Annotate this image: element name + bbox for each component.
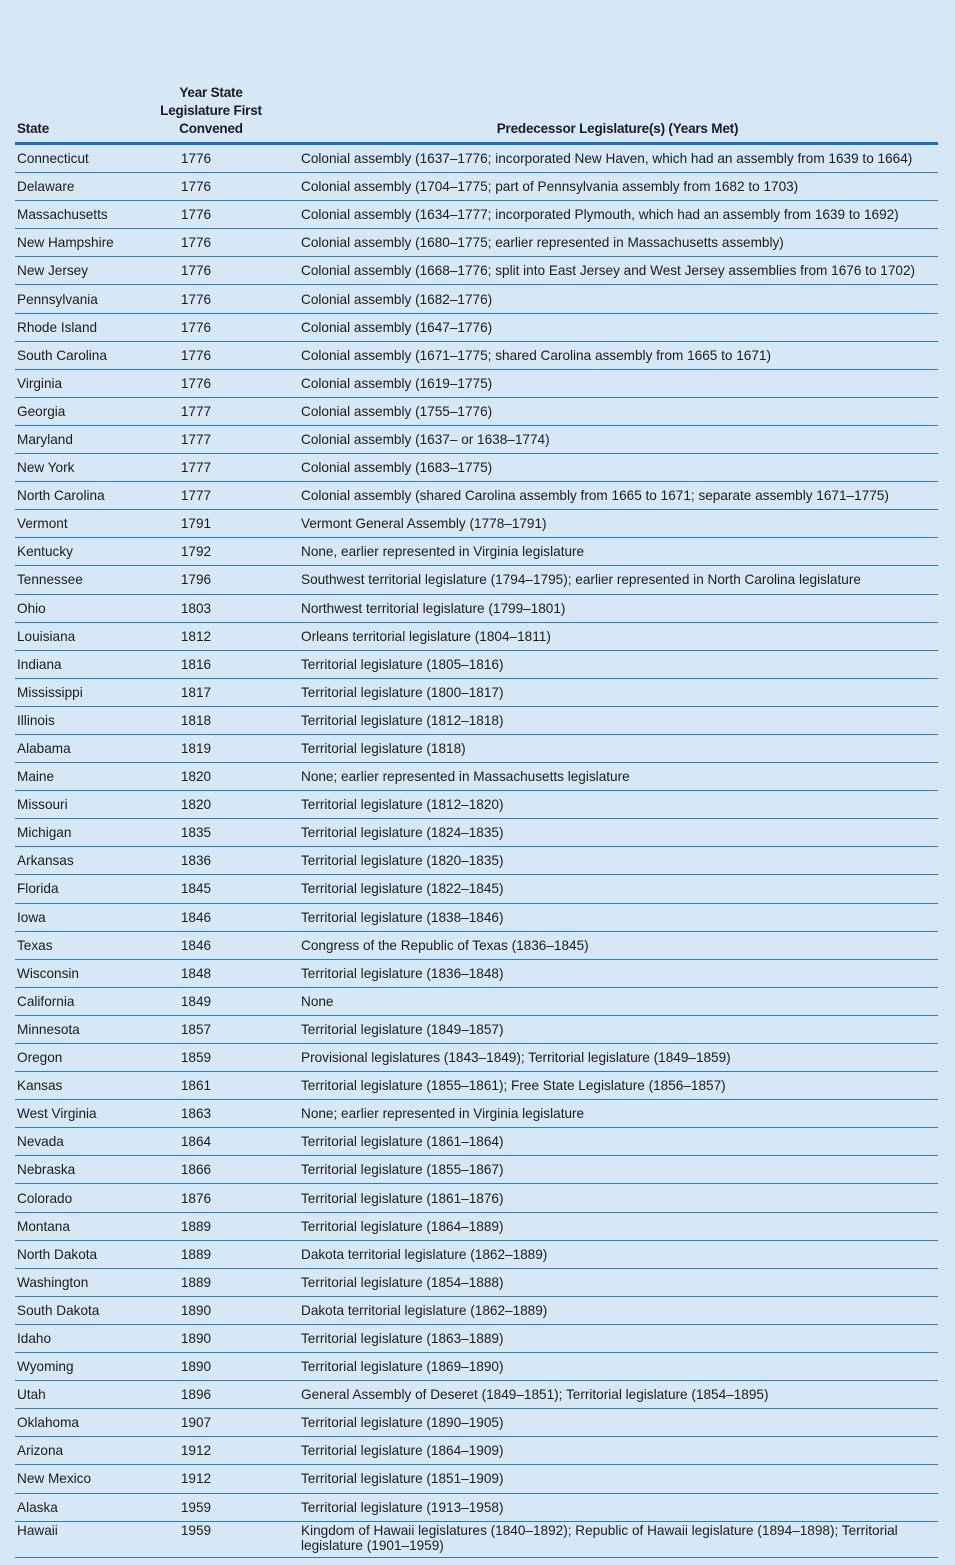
year-cell: 1777 — [145, 482, 277, 510]
predecessor-cell: Territorial legislature (1822–1845) — [277, 875, 938, 903]
year-cell: 1820 — [145, 791, 277, 819]
predecessor-cell: Colonial assembly (shared Carolina assembly from 1665 to 1671; separate assembly 1671–1775) — [277, 482, 938, 510]
predecessor-cell: Colonial assembly (1619–1775) — [277, 369, 938, 397]
state-cell: Wyoming — [15, 1353, 145, 1381]
predecessor-cell: Colonial assembly (1671–1775; shared Carolina assembly from 1665 to 1671) — [277, 341, 938, 369]
predecessor-cell: Territorial legislature (1805–1816) — [277, 650, 938, 678]
predecessor-cell: Territorial legislature (1812–1818) — [277, 706, 938, 734]
year-cell: 1889 — [145, 1212, 277, 1240]
table-row — [15, 931, 938, 959]
state-cell: Montana — [15, 1212, 145, 1240]
table-row — [15, 257, 938, 285]
table-row — [15, 678, 938, 706]
table-row — [15, 341, 938, 369]
table-row — [15, 201, 938, 229]
predecessor-cell: Territorial legislature (1800–1817) — [277, 678, 938, 706]
state-cell: Kentucky — [15, 538, 145, 566]
state-cell: West Virginia — [15, 1100, 145, 1128]
predecessor-cell: Territorial legislature (1869–1890) — [277, 1353, 938, 1381]
state-cell: Colorado — [15, 1184, 145, 1212]
predecessor-cell: Orleans territorial legislature (1804–1811) — [277, 622, 938, 650]
state-cell: Tennessee — [15, 566, 145, 594]
year-cell: 1845 — [145, 875, 277, 903]
year-cell: 1849 — [145, 987, 277, 1015]
state-cell: Idaho — [15, 1324, 145, 1352]
state-cell: Indiana — [15, 650, 145, 678]
year-cell: 1776 — [145, 144, 277, 173]
year-cell: 1864 — [145, 1128, 277, 1156]
state-cell: Maine — [15, 763, 145, 791]
year-cell: 1820 — [145, 763, 277, 791]
header-state: State — [15, 84, 145, 144]
table-row — [15, 285, 938, 313]
table-row — [15, 1100, 938, 1128]
predecessor-cell: Territorial legislature (1913–1958) — [277, 1493, 938, 1521]
state-cell: Maryland — [15, 425, 145, 453]
predecessor-cell: Territorial legislature (1836–1848) — [277, 959, 938, 987]
table-row — [15, 482, 938, 510]
year-cell: 1818 — [145, 706, 277, 734]
table-row — [15, 1353, 938, 1381]
state-cell: New York — [15, 454, 145, 482]
table-row — [15, 1184, 938, 1212]
state-cell: North Carolina — [15, 482, 145, 510]
state-cell: Nebraska — [15, 1156, 145, 1184]
table-row — [15, 1212, 938, 1240]
year-cell: 1912 — [145, 1465, 277, 1493]
state-cell: South Dakota — [15, 1296, 145, 1324]
year-cell: 1896 — [145, 1381, 277, 1409]
year-cell: 1776 — [145, 257, 277, 285]
state-cell: Wisconsin — [15, 959, 145, 987]
state-cell: Alabama — [15, 734, 145, 762]
table-row — [15, 734, 938, 762]
year-cell: 1835 — [145, 819, 277, 847]
state-cell: Nevada — [15, 1128, 145, 1156]
year-cell: 1817 — [145, 678, 277, 706]
predecessor-cell: None; earlier represented in Massachusetts legislature — [277, 763, 938, 791]
state-cell: Washington — [15, 1268, 145, 1296]
state-cell: Oklahoma — [15, 1409, 145, 1437]
year-cell: 1777 — [145, 397, 277, 425]
predecessor-cell: Territorial legislature (1863–1889) — [277, 1324, 938, 1352]
year-cell: 1861 — [145, 1072, 277, 1100]
table-row — [15, 1128, 938, 1156]
state-cell: Virginia — [15, 369, 145, 397]
year-cell: 1876 — [145, 1184, 277, 1212]
table-row — [15, 819, 938, 847]
table-row — [15, 1296, 938, 1324]
state-cell: Missouri — [15, 791, 145, 819]
state-cell: Ohio — [15, 594, 145, 622]
table-row — [15, 650, 938, 678]
year-cell: 1959 — [145, 1521, 277, 1557]
year-cell: 1791 — [145, 510, 277, 538]
header-year — [145, 84, 277, 144]
table-body — [15, 144, 938, 1558]
table-row — [15, 566, 938, 594]
predecessor-cell: Northwest territorial legislature (1799–1801) — [277, 594, 938, 622]
state-cell: Hawaii — [15, 1521, 145, 1557]
predecessor-cell: Dakota territorial legislature (1862–1889) — [277, 1296, 938, 1324]
table-row — [15, 1465, 938, 1493]
table-row — [15, 1268, 938, 1296]
year-cell: 1812 — [145, 622, 277, 650]
state-cell: Illinois — [15, 706, 145, 734]
state-cell: Michigan — [15, 819, 145, 847]
predecessor-cell: Colonial assembly (1682–1776) — [277, 285, 938, 313]
state-cell: Alaska — [15, 1493, 145, 1521]
predecessor-cell: Territorial legislature (1820–1835) — [277, 847, 938, 875]
table-row — [15, 763, 938, 791]
table-row — [15, 1324, 938, 1352]
table-row — [15, 173, 938, 201]
table-row — [15, 1521, 938, 1557]
predecessor-cell: Colonial assembly (1755–1776) — [277, 397, 938, 425]
year-cell: 1776 — [145, 173, 277, 201]
table-row — [15, 369, 938, 397]
predecessor-cell: Vermont General Assembly (1778–1791) — [277, 510, 938, 538]
year-cell: 1816 — [145, 650, 277, 678]
legislature-table — [15, 84, 938, 1558]
table-row — [15, 144, 938, 173]
predecessor-cell: Territorial legislature (1861–1864) — [277, 1128, 938, 1156]
predecessor-cell: Territorial legislature (1864–1889) — [277, 1212, 938, 1240]
state-cell: Delaware — [15, 173, 145, 201]
year-cell: 1859 — [145, 1044, 277, 1072]
year-cell: 1796 — [145, 566, 277, 594]
state-cell: Massachusetts — [15, 201, 145, 229]
table-row — [15, 1240, 938, 1268]
table-row — [15, 959, 938, 987]
predecessor-cell: General Assembly of Deseret (1849–1851); Territorial legislature (1854–1895) — [277, 1381, 938, 1409]
predecessor-cell: Colonial assembly (1634–1777; incorporated Plymouth, which had an assembly from 1639 to 1692) — [277, 201, 938, 229]
predecessor-cell: Territorial legislature (1861–1876) — [277, 1184, 938, 1212]
year-cell: 1846 — [145, 903, 277, 931]
predecessor-cell: Colonial assembly (1704–1775; part of Pennsylvania assembly from 1682 to 1703) — [277, 173, 938, 201]
predecessor-cell: Territorial legislature (1818) — [277, 734, 938, 762]
year-cell: 1776 — [145, 229, 277, 257]
state-cell: Connecticut — [15, 144, 145, 173]
table-row — [15, 1072, 938, 1100]
header-predecessor: Predecessor Legislature(s) (Years Met) — [277, 84, 938, 144]
table-row — [15, 538, 938, 566]
year-cell: 1866 — [145, 1156, 277, 1184]
predecessor-cell: Territorial legislature (1854–1888) — [277, 1268, 938, 1296]
state-cell: Vermont — [15, 510, 145, 538]
year-cell: 1776 — [145, 313, 277, 341]
predecessor-cell: Territorial legislature (1890–1905) — [277, 1409, 938, 1437]
state-cell: Utah — [15, 1381, 145, 1409]
predecessor-cell: Territorial legislature (1838–1846) — [277, 903, 938, 931]
state-cell: Arizona — [15, 1437, 145, 1465]
predecessor-cell: Colonial assembly (1683–1775) — [277, 454, 938, 482]
year-cell: 1776 — [145, 341, 277, 369]
year-cell: 1912 — [145, 1437, 277, 1465]
table-row — [15, 1156, 938, 1184]
year-cell: 1890 — [145, 1353, 277, 1381]
predecessor-cell: Territorial legislature (1855–1867) — [277, 1156, 938, 1184]
table-row — [15, 229, 938, 257]
predecessor-cell: Territorial legislature (1864–1909) — [277, 1437, 938, 1465]
table-row — [15, 313, 938, 341]
year-cell: 1792 — [145, 538, 277, 566]
year-cell: 1819 — [145, 734, 277, 762]
table-row — [15, 875, 938, 903]
state-cell: New Jersey — [15, 257, 145, 285]
predecessor-cell: Colonial assembly (1647–1776) — [277, 313, 938, 341]
predecessor-cell: None — [277, 987, 938, 1015]
predecessor-cell: Provisional legislatures (1843–1849); Territorial legislature (1849–1859) — [277, 1044, 938, 1072]
state-cell: Iowa — [15, 903, 145, 931]
state-cell: Minnesota — [15, 1015, 145, 1043]
year-cell: 1846 — [145, 931, 277, 959]
state-cell: Pennsylvania — [15, 285, 145, 313]
table-row — [15, 1381, 938, 1409]
state-cell: Mississippi — [15, 678, 145, 706]
predecessor-cell: Territorial legislature (1851–1909) — [277, 1465, 938, 1493]
year-cell: 1836 — [145, 847, 277, 875]
predecessor-cell: Colonial assembly (1668–1776; split into East Jersey and West Jersey assemblies from 1676 to 1702) — [277, 257, 938, 285]
header-row — [15, 84, 938, 144]
table-row — [15, 622, 938, 650]
state-cell: Louisiana — [15, 622, 145, 650]
year-cell: 1776 — [145, 369, 277, 397]
predecessor-cell: Kingdom of Hawaii legislatures (1840–1892); Republic of Hawaii legislature (1894–1898); Territorial legislature (1901–1959) — [277, 1521, 938, 1557]
year-cell: 1777 — [145, 454, 277, 482]
predecessor-cell: Territorial legislature (1812–1820) — [277, 791, 938, 819]
table-row — [15, 594, 938, 622]
year-cell: 1776 — [145, 201, 277, 229]
year-cell: 1776 — [145, 285, 277, 313]
predecessor-cell: Territorial legislature (1855–1861); Free State Legislature (1856–1857) — [277, 1072, 938, 1100]
state-cell: Arkansas — [15, 847, 145, 875]
predecessor-cell: Southwest territorial legislature (1794–1795); earlier represented in North Carolina legislature — [277, 566, 938, 594]
state-cell: South Carolina — [15, 341, 145, 369]
predecessor-cell: Congress of the Republic of Texas (1836–1845) — [277, 931, 938, 959]
table-header — [15, 84, 938, 144]
state-cell: Kansas — [15, 1072, 145, 1100]
table-row — [15, 1437, 938, 1465]
predecessor-cell: None; earlier represented in Virginia legislature — [277, 1100, 938, 1128]
table-row — [15, 903, 938, 931]
table-row — [15, 454, 938, 482]
year-cell: 1959 — [145, 1493, 277, 1521]
predecessor-cell: Colonial assembly (1637–1776; incorporated New Haven, which had an assembly from 1639 to 1664) — [277, 144, 938, 173]
year-cell: 1848 — [145, 959, 277, 987]
table-row — [15, 1044, 938, 1072]
table-row — [15, 510, 938, 538]
year-cell: 1889 — [145, 1240, 277, 1268]
state-cell: Texas — [15, 931, 145, 959]
year-cell: 1803 — [145, 594, 277, 622]
state-cell: Rhode Island — [15, 313, 145, 341]
predecessor-cell: None, earlier represented in Virginia legislature — [277, 538, 938, 566]
state-cell: North Dakota — [15, 1240, 145, 1268]
predecessor-cell: Colonial assembly (1680–1775; earlier represented in Massachusetts assembly) — [277, 229, 938, 257]
table-row — [15, 1493, 938, 1521]
state-cell: Oregon — [15, 1044, 145, 1072]
state-cell: Florida — [15, 875, 145, 903]
year-cell: 1857 — [145, 1015, 277, 1043]
year-cell: 1907 — [145, 1409, 277, 1437]
year-cell: 1889 — [145, 1268, 277, 1296]
state-cell: New Mexico — [15, 1465, 145, 1493]
predecessor-cell: Dakota territorial legislature (1862–1889) — [277, 1240, 938, 1268]
table-row — [15, 425, 938, 453]
state-cell: California — [15, 987, 145, 1015]
header-year-text: Year State Legislature First Convened — [160, 85, 262, 136]
year-cell: 1890 — [145, 1324, 277, 1352]
year-cell: 1890 — [145, 1296, 277, 1324]
table-row — [15, 1409, 938, 1437]
table-row — [15, 397, 938, 425]
predecessor-cell: Colonial assembly (1637– or 1638–1774) — [277, 425, 938, 453]
year-cell: 1863 — [145, 1100, 277, 1128]
year-cell: 1777 — [145, 425, 277, 453]
table-row — [15, 987, 938, 1015]
table-row — [15, 706, 938, 734]
table-row — [15, 847, 938, 875]
table-row — [15, 1015, 938, 1043]
table-row — [15, 791, 938, 819]
state-cell: New Hampshire — [15, 229, 145, 257]
predecessor-cell: Territorial legislature (1824–1835) — [277, 819, 938, 847]
predecessor-cell: Territorial legislature (1849–1857) — [277, 1015, 938, 1043]
state-cell: Georgia — [15, 397, 145, 425]
